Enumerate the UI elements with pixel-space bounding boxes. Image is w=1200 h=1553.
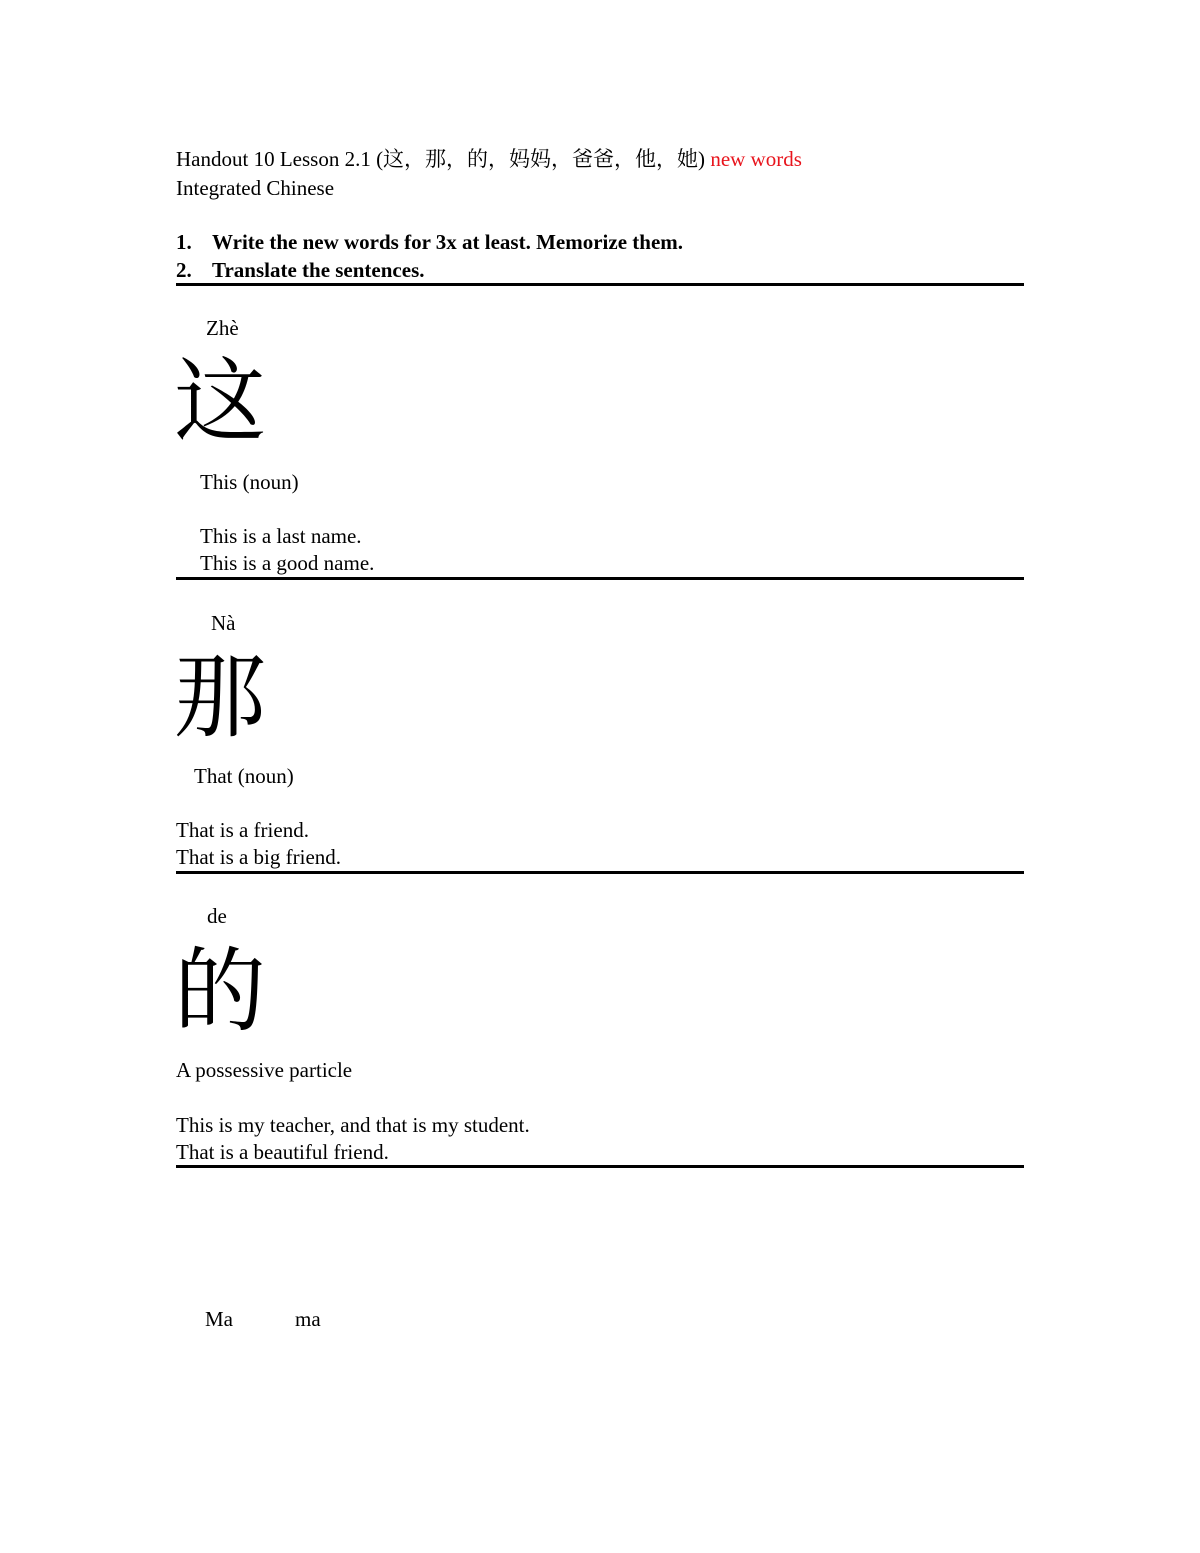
entry-pinyin: ma — [295, 1307, 321, 1331]
entry-pinyin: de — [207, 904, 227, 928]
entry-pinyin: Ma — [205, 1307, 233, 1331]
entry-sentence: This is a last name. — [200, 524, 362, 548]
section-divider — [176, 1165, 1024, 1168]
entry-pinyin: Zhè — [206, 316, 239, 340]
entry-meaning: That (noun) — [194, 764, 294, 788]
instruction-number: 1. — [176, 230, 192, 254]
entry-sentence: That is a beautiful friend. — [176, 1140, 389, 1164]
entry-sentence: That is a big friend. — [176, 845, 342, 869]
entry-sentence: This is my teacher, and that is my student. — [176, 1113, 530, 1137]
section-divider — [176, 871, 1024, 874]
instruction-text: Translate the sentences. — [212, 258, 425, 282]
entry-sentence: That is a friend. — [176, 818, 309, 842]
entry-meaning: This (noun) — [200, 470, 299, 494]
handout-title — [176, 147, 802, 171]
entry-character: 的 — [174, 938, 267, 1045]
instruction-number: 2. — [176, 258, 192, 282]
entry-meaning: A possessive particle — [176, 1058, 353, 1082]
entry-character: 这 — [174, 348, 267, 455]
entry-sentence: This is a good name. — [200, 551, 375, 575]
entry-character: 那 — [174, 644, 267, 751]
entry-pinyin: Nà — [211, 611, 236, 635]
instruction-2 — [176, 258, 425, 282]
title-highlight: new words — [710, 147, 802, 171]
title-prefix: Handout 10 Lesson 2.1 (这，那，的，妈妈，爸爸，他，她) — [176, 147, 711, 171]
instruction-text: Write the new words for 3x at least. Memorize them. — [212, 230, 684, 254]
handout-subtitle: Integrated Chinese — [176, 176, 335, 200]
section-divider — [176, 283, 1024, 286]
instruction-1 — [176, 230, 683, 254]
section-divider — [176, 577, 1024, 580]
